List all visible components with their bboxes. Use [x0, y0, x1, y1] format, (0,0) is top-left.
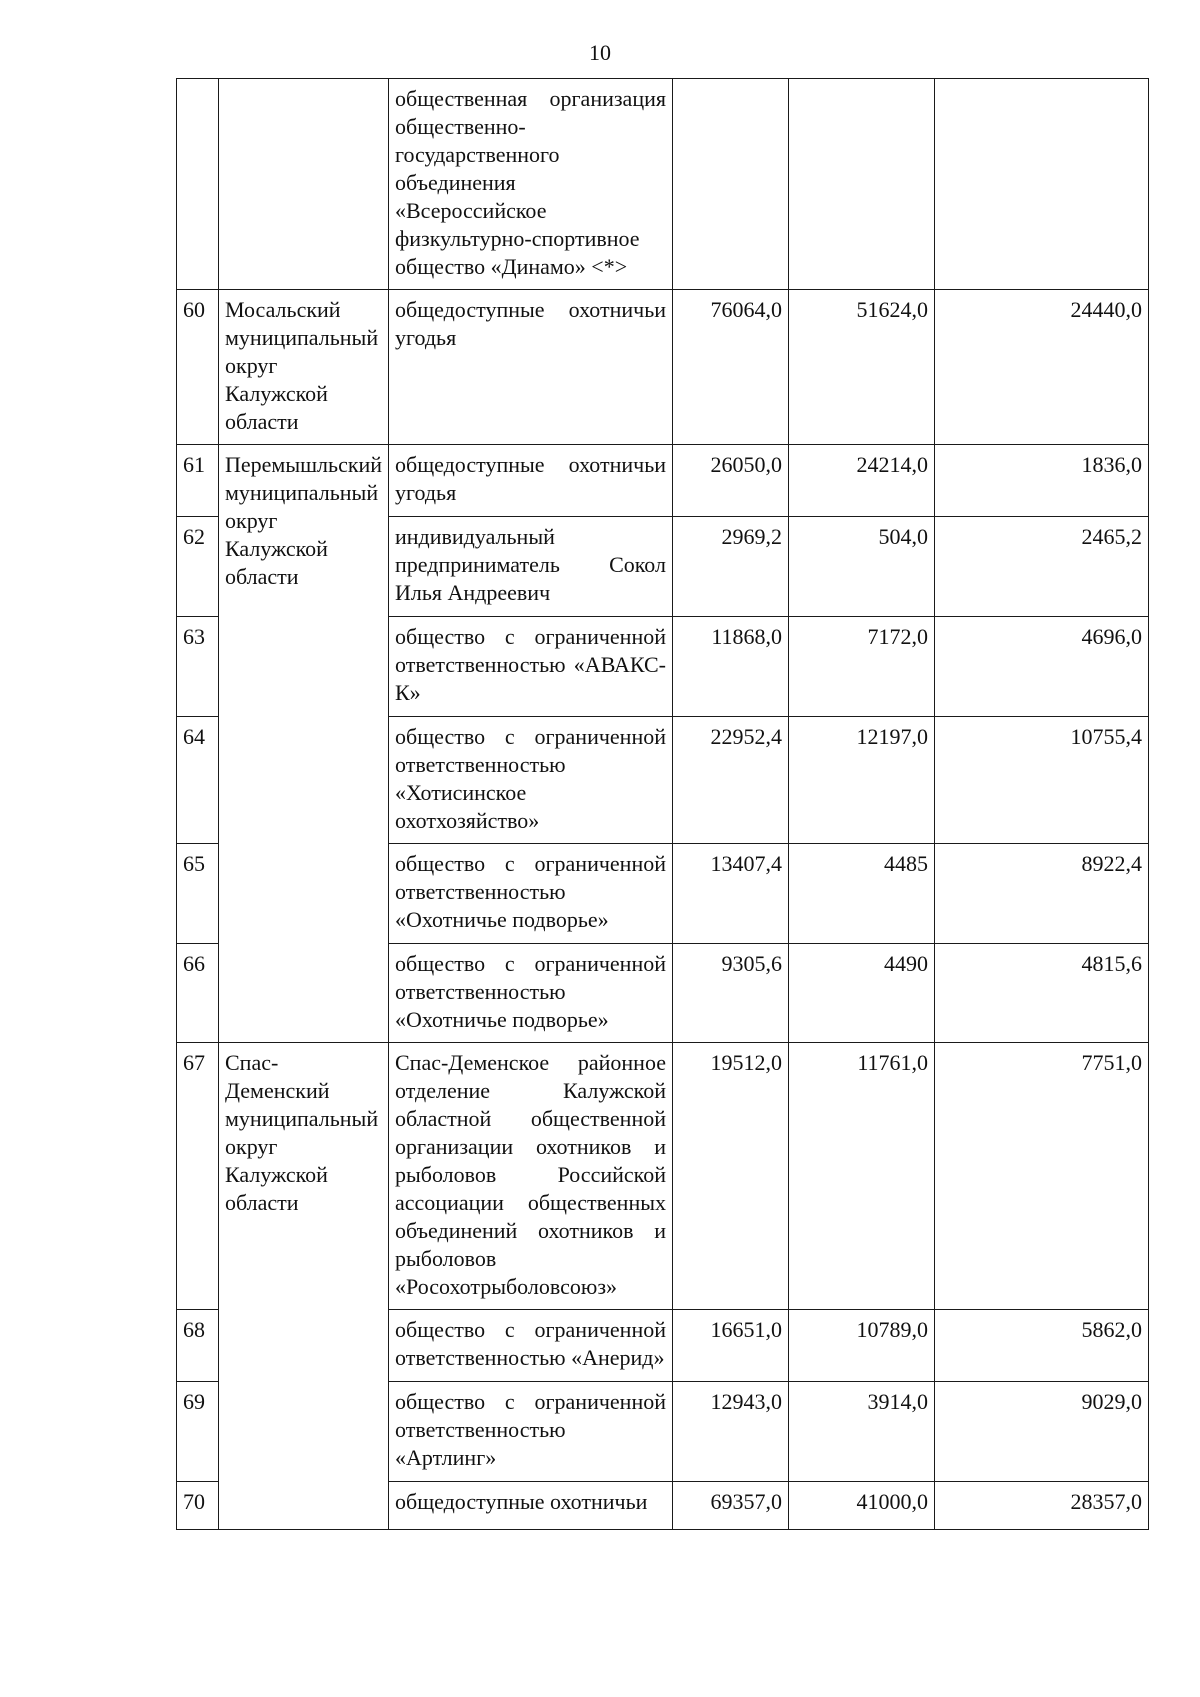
- area-value-3: 2465,2: [935, 517, 1149, 617]
- area-value-3: 4815,6: [935, 944, 1149, 1043]
- district-name: Мосальский муниципальный округ Калужской области: [219, 290, 389, 445]
- area-value-3: 9029,0: [935, 1382, 1149, 1482]
- area-value-2: [789, 79, 935, 290]
- row-number: 64: [177, 717, 219, 844]
- owner-name: общедоступные охотничьи: [389, 1482, 673, 1530]
- table-row: [177, 290, 1149, 445]
- area-value-3: 24440,0: [935, 290, 1149, 445]
- row-number: 66: [177, 944, 219, 1043]
- area-value-3: 10755,4: [935, 717, 1149, 844]
- table-row: [177, 445, 1149, 517]
- total-area: 19512,0: [673, 1043, 789, 1310]
- row-number: 60: [177, 290, 219, 445]
- total-area: 13407,4: [673, 844, 789, 944]
- owner-name: общество с ограниченной ответственностью «Хотисинское охотхозяйство»: [389, 717, 673, 844]
- table-row: [177, 1043, 1149, 1310]
- total-area: 16651,0: [673, 1310, 789, 1382]
- area-value-2: 4490: [789, 944, 935, 1043]
- total-area: 22952,4: [673, 717, 789, 844]
- row-number: 65: [177, 844, 219, 944]
- total-area: 26050,0: [673, 445, 789, 517]
- row-number: [177, 79, 219, 290]
- area-value-2: 51624,0: [789, 290, 935, 445]
- row-number: 69: [177, 1382, 219, 1482]
- owner-name: общедоступные охотничьи угодья: [389, 445, 673, 517]
- area-value-3: 1836,0: [935, 445, 1149, 517]
- hunting-grounds-table: [176, 78, 1149, 1530]
- page-number: 10: [589, 40, 611, 65]
- table-row: [177, 79, 1149, 290]
- total-area: 11868,0: [673, 617, 789, 717]
- total-area: 9305,6: [673, 944, 789, 1043]
- district-name: Перемышльский муниципальный округ Калужской области: [219, 445, 389, 1043]
- row-number: 67: [177, 1043, 219, 1310]
- owner-name: общество с ограниченной ответственностью «АВАКС-К»: [389, 617, 673, 717]
- area-value-2: 12197,0: [789, 717, 935, 844]
- owner-name: общедоступные охотничьи угодья: [389, 290, 673, 445]
- area-value-2: 10789,0: [789, 1310, 935, 1382]
- total-area: [673, 79, 789, 290]
- area-value-3: 7751,0: [935, 1043, 1149, 1310]
- area-value-2: 7172,0: [789, 617, 935, 717]
- owner-name: общество с ограниченной ответственностью «Артлинг»: [389, 1382, 673, 1482]
- area-value-3: [935, 79, 1149, 290]
- owner-name: общество с ограниченной ответственностью «Анерид»: [389, 1310, 673, 1382]
- row-number: 62: [177, 517, 219, 617]
- area-value-3: 8922,4: [935, 844, 1149, 944]
- total-area: 2969,2: [673, 517, 789, 617]
- total-area: 69357,0: [673, 1482, 789, 1530]
- owner-name: общественная организация общественно-государственного объединения «Всероссийское физкультурно-спортивное общество «Динамо» <*>: [389, 79, 673, 290]
- total-area: 12943,0: [673, 1382, 789, 1482]
- district-name: [219, 79, 389, 290]
- district-name: Спас-Деменский муниципальный округ Калужской области: [219, 1043, 389, 1530]
- row-number: 68: [177, 1310, 219, 1382]
- row-number: 70: [177, 1482, 219, 1530]
- area-value-2: 11761,0: [789, 1043, 935, 1310]
- area-value-3: 4696,0: [935, 617, 1149, 717]
- row-number: 61: [177, 445, 219, 517]
- owner-name: общество с ограниченной ответственностью «Охотничье подворье»: [389, 844, 673, 944]
- owner-name: общество с ограниченной ответственностью «Охотничье подворье»: [389, 944, 673, 1043]
- row-number: 63: [177, 617, 219, 717]
- owner-name: Спас-Деменское районное отделение Калужской областной общественной организации охотников и рыболовов Российской ассоциации общественных объединений охотников и рыболовов «Росохотрыболовсоюз»: [389, 1043, 673, 1310]
- area-value-2: 41000,0: [789, 1482, 935, 1530]
- area-value-3: 5862,0: [935, 1310, 1149, 1382]
- total-area: 76064,0: [673, 290, 789, 445]
- area-value-2: 3914,0: [789, 1382, 935, 1482]
- area-value-3: 28357,0: [935, 1482, 1149, 1530]
- area-value-2: 24214,0: [789, 445, 935, 517]
- owner-name: индивидуальный предприниматель Сокол Илья Андреевич: [389, 517, 673, 617]
- area-value-2: 4485: [789, 844, 935, 944]
- area-value-2: 504,0: [789, 517, 935, 617]
